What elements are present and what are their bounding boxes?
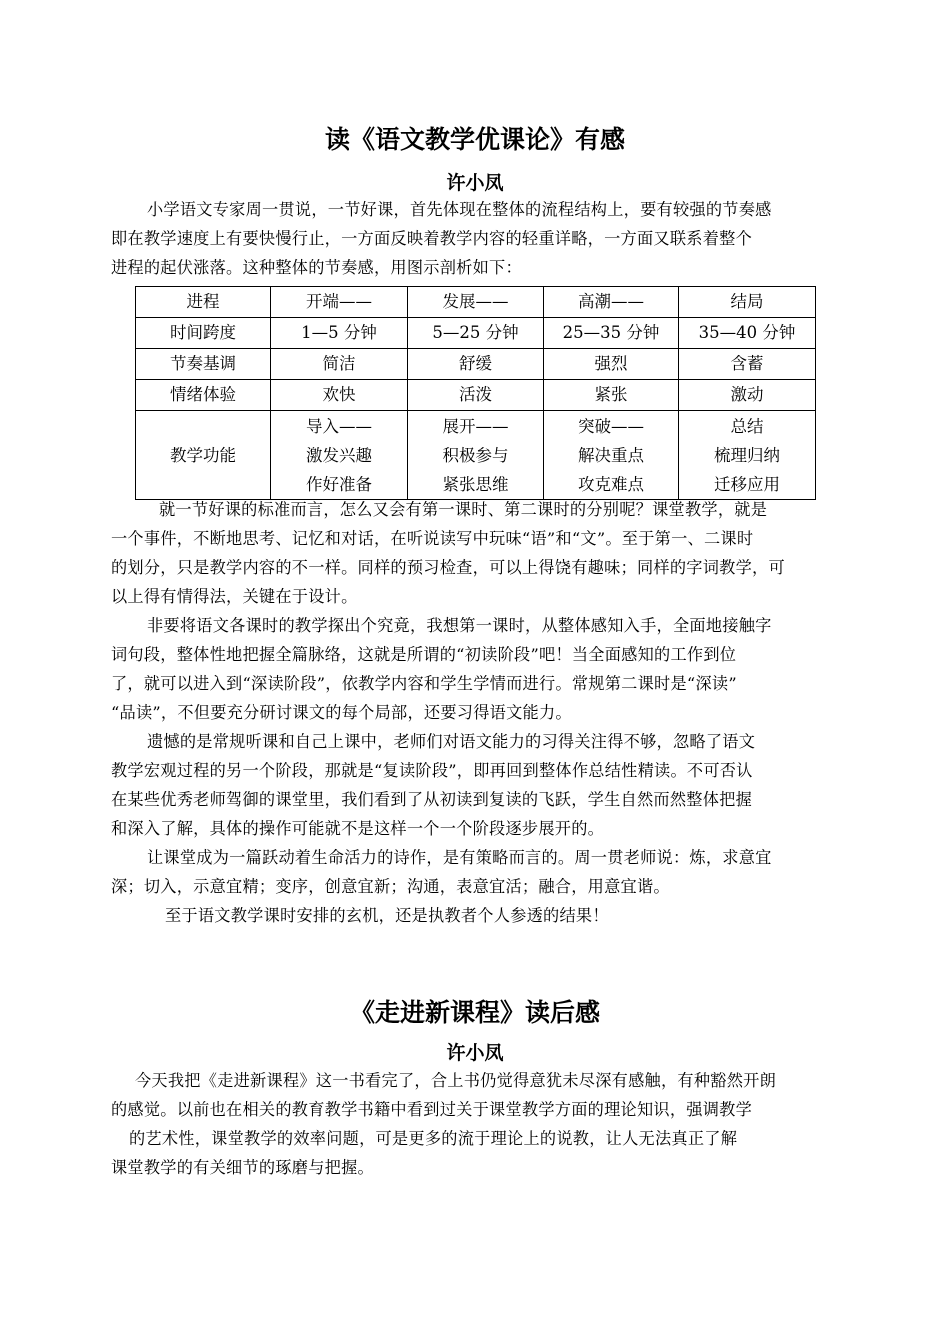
text-line: 至于语文教学课时安排的玄机，还是执教者个人参透的结果！ <box>165 906 609 925</box>
table-cell: 5—25 分钟 <box>408 318 544 349</box>
table-cell: 激动 <box>679 380 816 411</box>
text-line: 非要将语文各课时的教学探出个究竟，我想第一课时，从整体感知入手，全面地接触字 <box>147 616 772 635</box>
table-cell: 简洁 <box>271 349 408 380</box>
article-title: 《走进新课程》读后感 <box>349 998 600 1027</box>
text-line: 以上得有情得法，关键在于设计。 <box>111 587 358 606</box>
row-label: 情绪体验 <box>136 380 271 411</box>
table-cell: 含蓄 <box>679 349 816 380</box>
table-cell: 开端—— <box>271 287 408 318</box>
rhythm-table <box>135 286 816 500</box>
cell-line: 展开—— <box>442 416 509 436</box>
cell-line: 突破—— <box>578 416 644 436</box>
table-cell: 欢快 <box>271 380 408 411</box>
table-cell <box>544 411 679 500</box>
text-line: “品读”，不但要充分研讨课文的每个局部，还要习得语文能力。 <box>111 703 572 722</box>
table-row <box>136 318 816 349</box>
table-cell: 活泼 <box>408 380 544 411</box>
table-cell: 1—5 分钟 <box>271 318 408 349</box>
text-line: 遗憾的是常规听课和自己上课中，老师们对语文能力的习得关注得不够，忽略了语文 <box>147 732 756 751</box>
text-line: 进程的起伏涨落。这种整体的节奏感，用图示剖析如下： <box>111 258 522 277</box>
table-row <box>136 380 816 411</box>
cell-line: 激发兴趣 <box>306 445 372 465</box>
table-cell <box>408 411 544 500</box>
text-line: 今天我把《走进新课程》这一书看完了，合上书仍觉得意犹未尽深有感触，有种豁然开朗 <box>135 1071 777 1090</box>
text-line: 深；切入，示意宜精；变序，创意宜新；沟通，表意宜活；融合，用意宜谐。 <box>111 877 670 896</box>
cell-line: 攻克难点 <box>578 474 644 494</box>
cell-line: 导入—— <box>306 416 372 436</box>
table-cell: 紧张 <box>544 380 679 411</box>
text-line: 的感觉。以前也在相关的教育教学书籍中看到过关于课堂教学方面的理论知识，强调教学 <box>111 1100 753 1119</box>
text-line: 的划分，只是教学内容的不一样。同样的预习检查，可以上得饶有趣味；同样的字词教学，可 <box>111 558 785 577</box>
table-cell <box>679 411 816 500</box>
text-line: 让课堂成为一篇跃动着生命活力的诗作，是有策略而言的。周一贯老师说：炼，求意宜 <box>147 848 772 867</box>
table-cell: 发展—— <box>408 287 544 318</box>
row-label: 教学功能 <box>136 411 271 500</box>
table-row <box>136 287 816 318</box>
cell-line: 作好准备 <box>306 474 372 494</box>
article-title: 读《语文教学优课论》有感 <box>324 125 625 154</box>
cell-line: 紧张思维 <box>442 474 509 494</box>
text-line: 课堂教学的有关细节的琢磨与把握。 <box>111 1158 374 1177</box>
article-author: 许小凤 <box>446 172 504 194</box>
text-line: 和深入了解，具体的操作可能就不是这样一个一个阶段逐步展开的。 <box>111 819 605 838</box>
cell-line: 迁移应用 <box>714 474 780 494</box>
table-row <box>136 349 816 380</box>
text-line: 的艺术性，课堂教学的效率问题，可是更多的流于理论上的说教，让人无法真正了解 <box>129 1129 738 1148</box>
cell-line: 总结 <box>730 416 764 436</box>
text-line: 就一节好课的标准而言，怎么又会有第一课时、第二课时的分别呢？课堂教学，就是 <box>159 500 768 519</box>
row-label: 节奏基调 <box>136 349 271 380</box>
row-label: 时间跨度 <box>136 318 271 349</box>
cell-line: 梳理归纳 <box>714 445 780 465</box>
table-cell: 舒缓 <box>408 349 544 380</box>
table-cell: 强烈 <box>544 349 679 380</box>
text-line: 词句段，整体性地把握全篇脉络，这就是所谓的“初读阶段”吧！当全面感知的工作到位 <box>111 645 737 664</box>
text-line: 一个事件，不断地思考、记忆和对话，在听说读写中玩味“语”和“文”。至于第一、二课时 <box>111 529 754 548</box>
table-cell: 35—40 分钟 <box>679 318 816 349</box>
text-line: 了，就可以进入到“深读阶段”，依教学内容和学生学情而进行。常规第二课时是“深读” <box>111 674 737 693</box>
text-line: 在某些优秀老师驾御的课堂里，我们看到了从初读到复读的飞跃，学生自然而然整体把握 <box>111 790 753 809</box>
text-line: 小学语文专家周一贯说，一节好课，首先体现在整体的流程结构上，要有较强的节奏感 <box>147 200 772 219</box>
table-cell: 高潮—— <box>544 287 679 318</box>
text-line: 即在教学速度上有要快慢行止，一方面反映着教学内容的轻重详略，一方面又联系着整个 <box>111 229 753 248</box>
cell-line: 解决重点 <box>578 445 644 465</box>
text-line: 教学宏观过程的另一个阶段，那就是“复读阶段”，即再回到整体作总结性精读。不可否认 <box>111 761 753 780</box>
cell-line: 积极参与 <box>442 445 509 465</box>
table-cell <box>271 411 408 500</box>
table-cell: 结局 <box>679 287 816 318</box>
table-cell: 25—35 分钟 <box>544 318 679 349</box>
article-author: 许小凤 <box>446 1042 504 1064</box>
table-row <box>136 411 816 500</box>
row-label: 进程 <box>136 287 271 318</box>
